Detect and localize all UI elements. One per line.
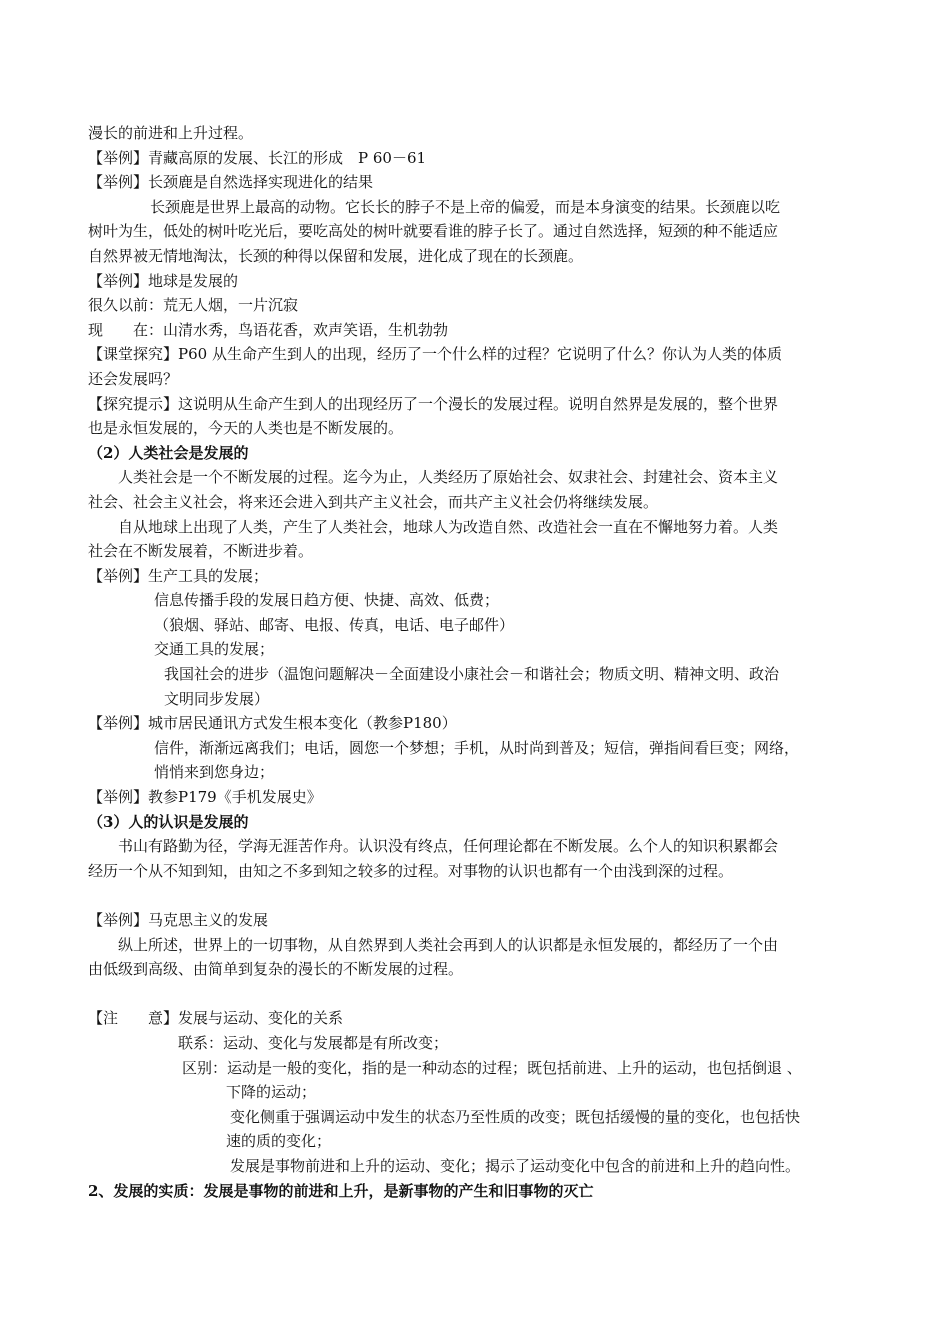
blank-line	[88, 982, 878, 1007]
example-heading: 【举例】长颈鹿是自然选择实现进化的结果	[88, 173, 374, 192]
text-line: （狼烟、驿站、邮寄、电报、传真，电话、电子邮件）	[154, 615, 515, 634]
document-body	[88, 121, 878, 1203]
example-heading: 【举例】生产工具的发展；	[88, 566, 269, 585]
text-line: 树叶为生，低处的树叶吃光后，要吃高处的树叶就要看谁的脖子长了。通过自然选择，短颈的种不能适应	[88, 222, 779, 241]
text-line: 人类社会是一个不断发展的过程。迄今为止，人类经历了原始社会、奴隶社会、封建社会、资本主义	[118, 468, 779, 487]
inquiry-heading: 【课堂探究】P60 从生命产生到人的出现，经历了一个什么样的过程？它说明了什么？你认为人类的体质	[88, 345, 782, 364]
text-line: 速的质的变化；	[226, 1132, 332, 1151]
text-line: 信息传播手段的发展日趋方便、快捷、高效、低费；	[154, 591, 500, 610]
blank-line	[88, 883, 878, 908]
text-line: 悄悄来到您身边；	[154, 763, 275, 782]
text-line: 自从地球上出现了人类，产生了人类社会，地球人为改造自然、改造社会一直在不懈地努力着。人类	[118, 517, 779, 536]
example-heading: 【举例】教参P179《手机发展史》	[88, 788, 322, 807]
text-line: 还会发展吗？	[88, 369, 179, 388]
text-line: 漫长的前进和上升过程。	[88, 124, 254, 142]
inquiry-hint: 【探究提示】这说明从生命产生到人的出现经历了一个漫长的发展过程。说明自然界是发展的，整个世界	[88, 394, 779, 413]
text-line: 由低级到高级、由简单到复杂的漫长的不断发展的过程。	[88, 960, 464, 979]
text-line: 很久以前：荒无人烟，一片沉寂	[88, 296, 299, 315]
text-line: 社会在不断发展着，不断进步着。	[88, 542, 314, 561]
text-line: 信件，渐渐远离我们；电话，圆您一个梦想；手机，从时尚到普及；短信，弹指间看巨变；网络，	[154, 738, 800, 757]
text-line: 区别：运动是一般的变化，指的是一种动态的过程；既包括前进、上升的运动，也包括倒退 、	[182, 1058, 802, 1077]
text-line: 发展是事物前进和上升的运动、变化；揭示了运动变化中包含的前进和上升的趋向性。	[230, 1156, 801, 1175]
section-heading: （2）人类社会是发展的	[88, 443, 249, 462]
example-heading: 【举例】城市居民通讯方式发生根本变化（教参P180）	[88, 714, 457, 733]
example-heading: 【举例】青藏高原的发展、长江的形成 P 60－61	[88, 148, 427, 167]
text-line: 社会、社会主义社会，将来还会进入到共产主义社会，而共产主义社会仍将继续发展。	[88, 492, 659, 511]
text-line: 文明同步发展）	[164, 689, 270, 708]
text-line: 书山有路勤为径，学海无涯苦作舟。认识没有终点，任何理论都在不断发展。么个人的知识积累都会	[118, 837, 779, 856]
section-heading: （3）人的认识是发展的	[88, 812, 249, 831]
text-line: 下降的运动；	[226, 1083, 317, 1102]
text-line: 也是永恒发展的，今天的人类也是不断发展的。	[88, 419, 404, 438]
section-heading: 2、发展的实质：发展是事物的前进和上升，是新事物的产生和旧事物的灭亡	[88, 1181, 594, 1200]
text-line: 我国社会的进步（温饱问题解决－全面建设小康社会－和谐社会；物质文明、精神文明、政治	[164, 665, 780, 684]
note-heading: 【注 意】发展与运动、变化的关系	[88, 1009, 344, 1028]
text-line: 现 在：山清水秀，鸟语花香，欢声笑语，生机勃勃	[88, 320, 449, 339]
text-line: 经历一个从不知到知，由知之不多到知之较多的过程。对事物的认识也都有一个由浅到深的过程。	[88, 861, 734, 880]
example-heading: 【举例】马克思主义的发展	[88, 911, 269, 929]
text-line: 变化侧重于强调运动中发生的状态乃至性质的改变；既包括缓慢的量的变化，也包括快	[230, 1107, 801, 1126]
text-line: 长颈鹿是世界上最高的动物。它长长的脖子不是上帝的偏爱，而是本身演变的结果。长颈鹿以吃	[150, 197, 781, 216]
text-line: 自然界被无情地淘汰，长颈的种得以保留和发展，进化成了现在的长颈鹿。	[88, 246, 584, 265]
text-line: 交通工具的发展；	[154, 640, 275, 659]
text-line: 纵上所述，世界上的一切事物，从自然界到人类社会再到人的认识都是永恒发展的，都经历了一个由	[118, 935, 779, 954]
text-line: 联系：运动、变化与发展都是有所改变；	[178, 1033, 449, 1052]
example-heading: 【举例】地球是发展的	[88, 271, 239, 290]
